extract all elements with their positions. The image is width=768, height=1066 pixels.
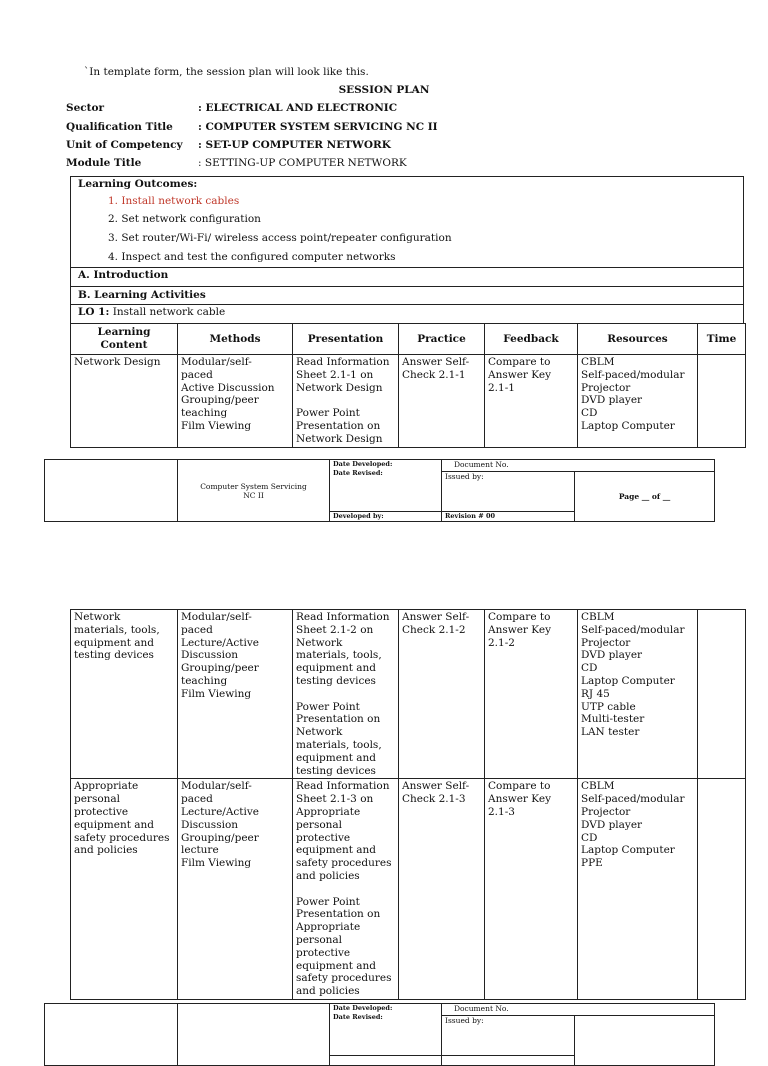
footer-logo-cell — [45, 460, 178, 522]
header-label: Module Title — [66, 157, 142, 169]
outcome-item: 4. Inspect and test the configured computer networks — [108, 251, 396, 263]
cell-content: Appropriate personal protective equipment and safety procedures and policies — [71, 779, 178, 1000]
activities-table-page2 — [70, 609, 746, 1000]
col-header-practice: Practice — [399, 324, 485, 355]
col-header-feedback: Feedback — [485, 324, 578, 355]
lo-label: LO 1: — [78, 306, 110, 318]
table-header-row — [71, 324, 746, 355]
introduction-row — [70, 267, 744, 287]
document-footer-2 — [44, 1003, 715, 1066]
col-header-time: Time — [698, 324, 746, 355]
col-header-methods: Methods — [178, 324, 293, 355]
cell-practice: Answer Self- Check 2.1-2 — [399, 610, 485, 779]
header-label: Sector — [66, 102, 105, 114]
footer-page: Page __ of __ — [575, 472, 715, 522]
outcome-item: 1. Install network cables — [108, 195, 240, 207]
date-revised: Date Revised: — [333, 1013, 383, 1021]
page-title: SESSION PLAN — [338, 84, 430, 96]
lo-text: Install network cable — [109, 306, 226, 318]
footer-page-cell — [575, 1016, 715, 1066]
date-revised: Date Revised: — [333, 469, 383, 477]
cell-feedback: Compare to Answer Key 2.1-3 — [485, 779, 578, 1000]
intro-text: `In template form, the session plan will look like this. — [84, 66, 369, 78]
header-label: Unit of Competency — [66, 139, 183, 151]
footer-dates — [330, 460, 442, 512]
cell-resources: CBLM Self-paced/modular Projector DVD player CD Laptop Computer PPE — [578, 779, 698, 1000]
col-header-content: Learning Content — [71, 324, 178, 355]
activities-table-page1 — [70, 323, 746, 448]
col-header-presentation: Presentation — [293, 324, 399, 355]
footer-developed-cell — [330, 1056, 442, 1066]
cell-methods: Modular/self- paced Lecture/Active Discussion Grouping/peer teaching Film Viewing — [178, 610, 293, 779]
cell-methods: Modular/self- paced Active Discussion Grouping/peer teaching Film Viewing — [178, 355, 293, 448]
header-value: : SETTING-UP COMPUTER NETWORK — [198, 157, 407, 169]
footer-course-cell — [178, 1004, 330, 1066]
cell-feedback: Compare to Answer Key 2.1-2 — [485, 610, 578, 779]
header-label: Qualification Title — [66, 121, 173, 133]
outcome-item: 3. Set router/Wi-Fi/ wireless access point/repeater configuration — [108, 232, 452, 244]
cell-feedback: Compare to Answer Key 2.1-1 — [485, 355, 578, 448]
outcomes-heading: Learning Outcomes: — [78, 178, 198, 190]
footer-issued-by: Issued by: — [442, 472, 575, 512]
table-row — [71, 610, 746, 779]
cell-practice: Answer Self- Check 2.1-1 — [399, 355, 485, 448]
outcome-item: 2. Set network configuration — [108, 213, 261, 225]
lo-row — [70, 304, 744, 324]
activities-row — [70, 286, 744, 305]
cell-presentation: Read Information Sheet 2.1-2 on Network materials, tools, equipment and testing devices Power Point Presentation on Network materials, tools, equipment and testing devices — [293, 610, 399, 779]
date-developed: Date Developed: — [333, 1004, 393, 1012]
header-value: : COMPUTER SYSTEM SERVICING NC II — [198, 121, 438, 133]
cell-time — [698, 779, 746, 1000]
learning-outcomes-box — [70, 176, 744, 268]
footer-logo-cell — [45, 1004, 178, 1066]
header-value: : ELECTRICAL AND ELECTRONIC — [198, 102, 398, 114]
cell-content: Network Design — [71, 355, 178, 448]
cell-content: Network materials, tools, equipment and testing devices — [71, 610, 178, 779]
document-footer — [44, 459, 715, 522]
lo-line — [78, 306, 225, 318]
cell-methods: Modular/self- paced Lecture/Active Discussion Grouping/peer lecture Film Viewing — [178, 779, 293, 1000]
col-header-resources: Resources — [578, 324, 698, 355]
footer-document-no: Document No. — [442, 1004, 715, 1016]
footer-issued-by: Issued by: — [442, 1016, 575, 1056]
activities-label: B. Learning Activities — [78, 289, 206, 301]
footer-document-no: Document No. — [442, 460, 715, 472]
cell-presentation: Read Information Sheet 2.1-1 on Network Design Power Point Presentation on Network Design — [293, 355, 399, 448]
cell-time — [698, 610, 746, 779]
date-developed: Date Developed: — [333, 460, 393, 468]
cell-resources: CBLM Self-paced/modular Projector DVD player CD Laptop Computer — [578, 355, 698, 448]
cell-resources: CBLM Self-paced/modular Projector DVD player CD Laptop Computer RJ 45 UTP cable Multi-tester LAN tester — [578, 610, 698, 779]
footer-course: Computer System Servicing NC II — [178, 460, 330, 522]
footer-revision: Revision # 00 — [442, 512, 575, 522]
cell-time — [698, 355, 746, 448]
header-value: : SET-UP COMPUTER NETWORK — [198, 139, 391, 151]
cell-presentation: Read Information Sheet 2.1-3 on Appropriate personal protective equipment and safety procedures and policies Power Point Presentation on Appropriate personal protective equipment and safety procedures and policies — [293, 779, 399, 1000]
footer-developed-by: Developed by: — [330, 512, 442, 522]
table-row — [71, 779, 746, 1000]
footer-dates — [330, 1004, 442, 1056]
table-row — [71, 355, 746, 448]
cell-practice: Answer Self- Check 2.1-3 — [399, 779, 485, 1000]
footer-revision-cell — [442, 1056, 575, 1066]
introduction-label: A. Introduction — [78, 269, 169, 281]
